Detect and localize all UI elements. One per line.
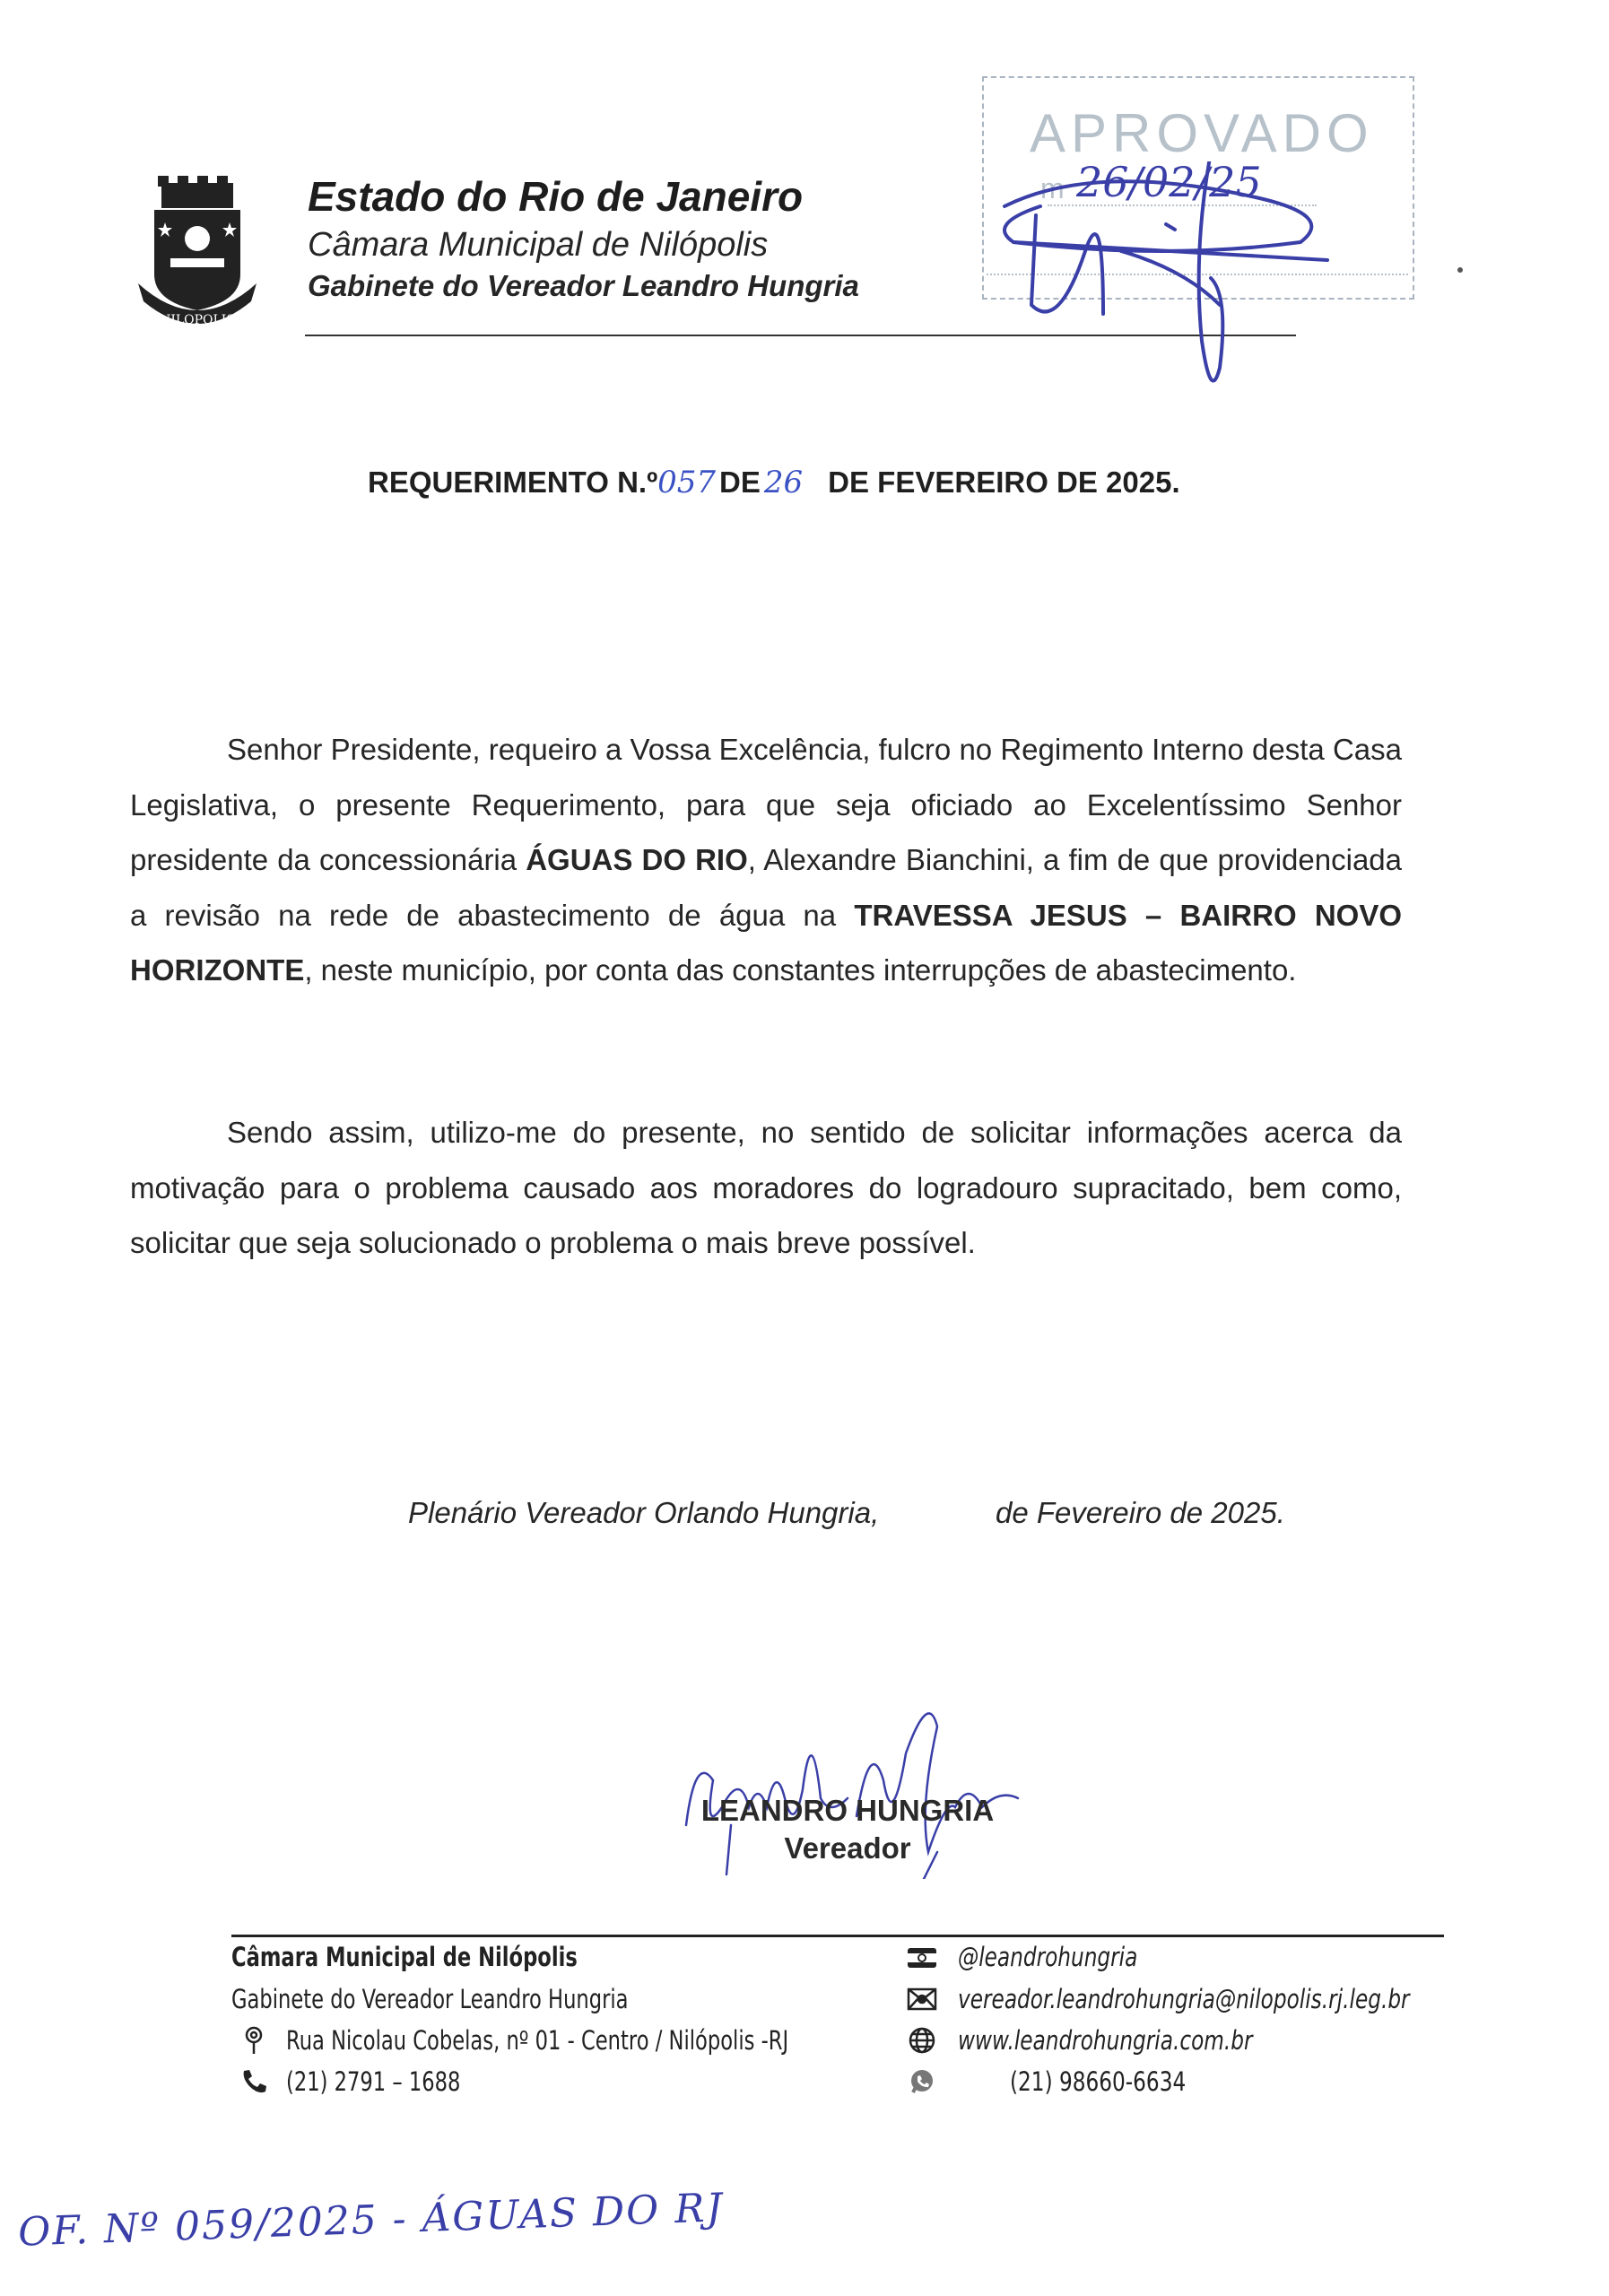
footer-phone-row xyxy=(238,2066,509,2097)
title-de: DE xyxy=(719,465,761,499)
signatory-role: Vereador xyxy=(784,1831,911,1865)
map-pin-icon xyxy=(238,2026,270,2055)
camera-icon xyxy=(906,1943,938,1971)
globe-icon xyxy=(906,2026,938,2055)
p2-text: Sendo assim, utilizo-me do presente, no sentido de solicitar informações acerca da motivação para o problema causado aos moradores do logradouro supracitado, bem como, solicitar que seja solucionado o problema o mais breve possível. xyxy=(130,1116,1402,1259)
municipal-crest-logo xyxy=(135,176,260,337)
title-prefix: REQUERIMENTO N.º xyxy=(368,465,658,499)
body-paragraph-1 xyxy=(130,722,1402,998)
p1-bold-location: TRAVESSA JESUS – BAIRRO NOVO HORIZONTE xyxy=(130,898,1403,987)
title-number-handwritten: 057 xyxy=(657,465,717,500)
closing-date: de Fevereiro de 2025. xyxy=(996,1496,1285,1529)
footer-email-row xyxy=(906,1984,1522,2014)
p1-text-3: , neste município, por conta das constantes interrupções de abastecimento. xyxy=(304,953,1297,987)
title-day-handwritten: 26 xyxy=(763,465,804,500)
p1-text-1: Senhor Presidente, requeiro a Vossa Excelência, fulcro no Regimento Interno desta Casa Legislativa, o presente Requerimento, para que seja oficiado ao Excelentíssimo Senhor presidente da concessionária xyxy=(130,733,1402,876)
footer-divider xyxy=(231,1935,1444,1937)
scan-speck xyxy=(1457,267,1463,273)
header-chamber: Câmara Municipal de Nilópolis xyxy=(308,226,769,264)
document-title xyxy=(368,465,1180,500)
approval-handwritten-date: 26/02/25 xyxy=(1076,158,1262,206)
header-office: Gabinete do Vereador Leandro Hungria xyxy=(308,269,859,302)
title-suffix: DE FEVEREIRO DE 2025. xyxy=(828,465,1180,499)
footer-org: Câmara Municipal de Nilópolis xyxy=(231,1942,578,1972)
footer-address: Rua Nicolau Cobelas, nº 01 - Centro / Nilópolis -RJ xyxy=(286,2025,789,2056)
header-state: Estado do Rio de Janeiro xyxy=(308,173,804,220)
p1-bold-company: ÁGUAS DO RIO xyxy=(526,843,748,876)
footer-website-row xyxy=(906,2025,1326,2056)
footer-website[interactable]: www.leandrohungria.com.br xyxy=(958,2025,1253,2056)
footer-whatsapp-row xyxy=(906,2066,1230,2097)
approval-stamp-label: APROVADO xyxy=(1030,103,1374,163)
approval-stamp-prefix: m xyxy=(1040,172,1065,204)
handwritten-office-note: OF. Nº 059/2025 - ÁGUAS DO RJ xyxy=(17,2185,725,2256)
footer-instagram-row xyxy=(906,1942,1182,1972)
footer-phone: (21) 2791 – 1688 xyxy=(286,2066,461,2097)
footer-instagram[interactable]: @leandrohungria xyxy=(958,1942,1138,1972)
envelope-icon xyxy=(906,1985,938,2013)
p1-text-2: , Alexandre Bianchini, a fim de que providenciada a revisão na rede de abastecimento de água na xyxy=(130,843,1402,932)
body-paragraph-2 xyxy=(130,1105,1402,1271)
approval-signature xyxy=(987,161,1417,413)
whatsapp-icon xyxy=(906,2067,938,2096)
footer-email[interactable]: vereador.leandrohungria@nilopolis.rj.leg.br xyxy=(958,1984,1410,2014)
crest-text: NILOPOLIS xyxy=(160,313,235,327)
footer-office: Gabinete do Vereador Leandro Hungria xyxy=(231,1984,629,2014)
signatory-name: LEANDRO HUNGRIA xyxy=(700,1794,995,1827)
footer-address-row xyxy=(238,2025,930,2056)
phone-icon xyxy=(238,2067,270,2096)
footer-whatsapp[interactable]: (21) 98660-6634 xyxy=(1010,2066,1187,2097)
closing-place: Plenário Vereador Orlando Hungria, xyxy=(408,1496,880,1529)
